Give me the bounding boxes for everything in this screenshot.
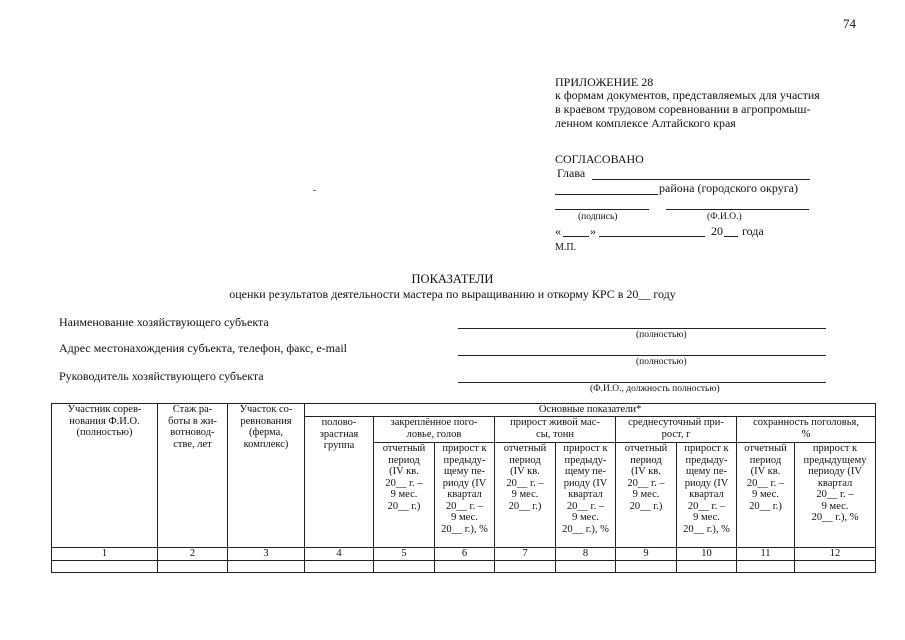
table-cell: [737, 561, 795, 573]
table-cell: [677, 561, 737, 573]
group-livestock-survival: сохранность поголовья, %: [737, 417, 876, 443]
subcol-report-period: отчетный период (IV кв. 20__ г. – 9 мес. 20__ г.): [616, 443, 677, 548]
document-title: ПОКАЗАТЕЛИ: [411, 272, 494, 286]
district-label: района (городского округа): [659, 181, 798, 195]
table-cell: [616, 561, 677, 573]
field-fill-line: [458, 328, 826, 329]
appendix-line-1: к формам документов, представляемых для участия: [555, 88, 820, 102]
approval-heading: СОГЛАСОВАНО: [555, 152, 644, 166]
col-experience-header: Стаж ра- боты в жи- вотновод- стве, лет: [158, 404, 228, 548]
main-indicators-header: Основные показатели*: [305, 404, 876, 417]
signature-line: [555, 209, 649, 210]
table-cell: [556, 561, 616, 573]
head-name-line: [592, 179, 810, 180]
group-daily-gain: среднесуточный при- рост, г: [616, 417, 737, 443]
column-number: 7: [495, 548, 556, 561]
table-cell: [158, 561, 228, 573]
column-number: 12: [795, 548, 876, 561]
table-cell: [495, 561, 556, 573]
column-number: 9: [616, 548, 677, 561]
subcol-growth-percent: прирост к предыду- щему пе- риоду (IV квартал 20__ г. – 9 мес. 20__ г.), %: [435, 443, 495, 548]
header-row-1: [52, 404, 876, 417]
column-number: 3: [228, 548, 305, 561]
table-cell: [795, 561, 876, 573]
subcol-report-period: отчетный период (IV кв. 20__ г. – 9 мес. 20__ г.): [374, 443, 435, 548]
table-row: [52, 561, 876, 573]
column-number: 1: [52, 548, 158, 561]
subcol-growth-percent: прирост к предыдущему периоду (IV квартал 20__ г. – 9 мес. 20__ г.), %: [795, 443, 876, 548]
day-line: [563, 236, 589, 237]
column-number: 8: [556, 548, 616, 561]
group-assigned-livestock: закреплённое пого- ловье, голов: [374, 417, 495, 443]
name-line: [666, 209, 809, 210]
field-label: Адрес местонахождения субъекта, телефон, факс, e-mail: [59, 341, 348, 355]
name-caption: (Ф.И.О.): [707, 212, 742, 222]
page-number: 74: [843, 16, 856, 31]
signature-caption: (подпись): [578, 212, 618, 222]
field-caption: (полностью): [636, 357, 687, 367]
field-caption: (Ф.И.О., должность полностью): [590, 384, 720, 394]
field-fill-line: [458, 382, 826, 383]
appendix-line-3: ленном комплексе Алтайского края: [555, 116, 736, 130]
column-number: 2: [158, 548, 228, 561]
column-number: 5: [374, 548, 435, 561]
appendix-title: ПРИЛОЖЕНИЕ 28: [555, 75, 654, 89]
field-label: Наименование хозяйствующего субъекта: [59, 315, 269, 329]
table-cell: [305, 561, 374, 573]
subcol-report-period: отчетный период (IV кв. 20__ г. – 9 мес. 20__ г.): [495, 443, 556, 548]
indicators-table: [51, 403, 876, 573]
appendix-line-2: в краевом трудовом соревновании в агропромыш-: [555, 102, 811, 116]
group-weight-gain: прирост живой мас- сы, тонн: [495, 417, 616, 443]
year-prefix: 20: [711, 224, 723, 238]
district-name-line: [555, 194, 658, 195]
subcol-growth-percent: прирост к предыду- щему пе- риоду (IV квартал 20__ г. – 9 мес. 20__ г.), %: [677, 443, 737, 548]
column-number: 4: [305, 548, 374, 561]
field-caption: (полностью): [636, 330, 687, 340]
scan-mark: [313, 190, 316, 191]
table-cell: [435, 561, 495, 573]
document-subtitle: оценки результатов деятельности мастера по выращиванию и откорму КРС в 20__ году: [229, 287, 676, 301]
col-participant-header: Участник сорев- нования Ф.И.О. (полностью): [52, 404, 158, 548]
subcol-growth-percent: прирост к предыду- щему пе- риоду (IV квартал 20__ г. – 9 мес. 20__ г.), %: [556, 443, 616, 548]
stamp-label: М.П.: [555, 242, 577, 253]
field-label: Руководитель хозяйствующего субъекта: [59, 369, 264, 383]
col-site-header: Участок со- ревнования (ферма, комплекс): [228, 404, 305, 548]
table-cell: [374, 561, 435, 573]
col-age-group-header: полово- зрастная группа: [305, 417, 374, 548]
field-fill-line: [458, 355, 826, 356]
column-number: 10: [677, 548, 737, 561]
date-open-quote: «: [555, 224, 561, 238]
head-label: Глава: [557, 166, 586, 180]
column-number: 6: [435, 548, 495, 561]
table-cell: [52, 561, 158, 573]
column-number-row: [52, 548, 876, 561]
table-cell: [228, 561, 305, 573]
month-line: [599, 236, 705, 237]
date-close-quote: »: [590, 224, 596, 238]
year-suffix: года: [742, 224, 764, 238]
subcol-report-period: отчетный период (IV кв. 20__ г. – 9 мес. 20__ г.): [737, 443, 795, 548]
column-number: 11: [737, 548, 795, 561]
year-line: [724, 236, 738, 237]
